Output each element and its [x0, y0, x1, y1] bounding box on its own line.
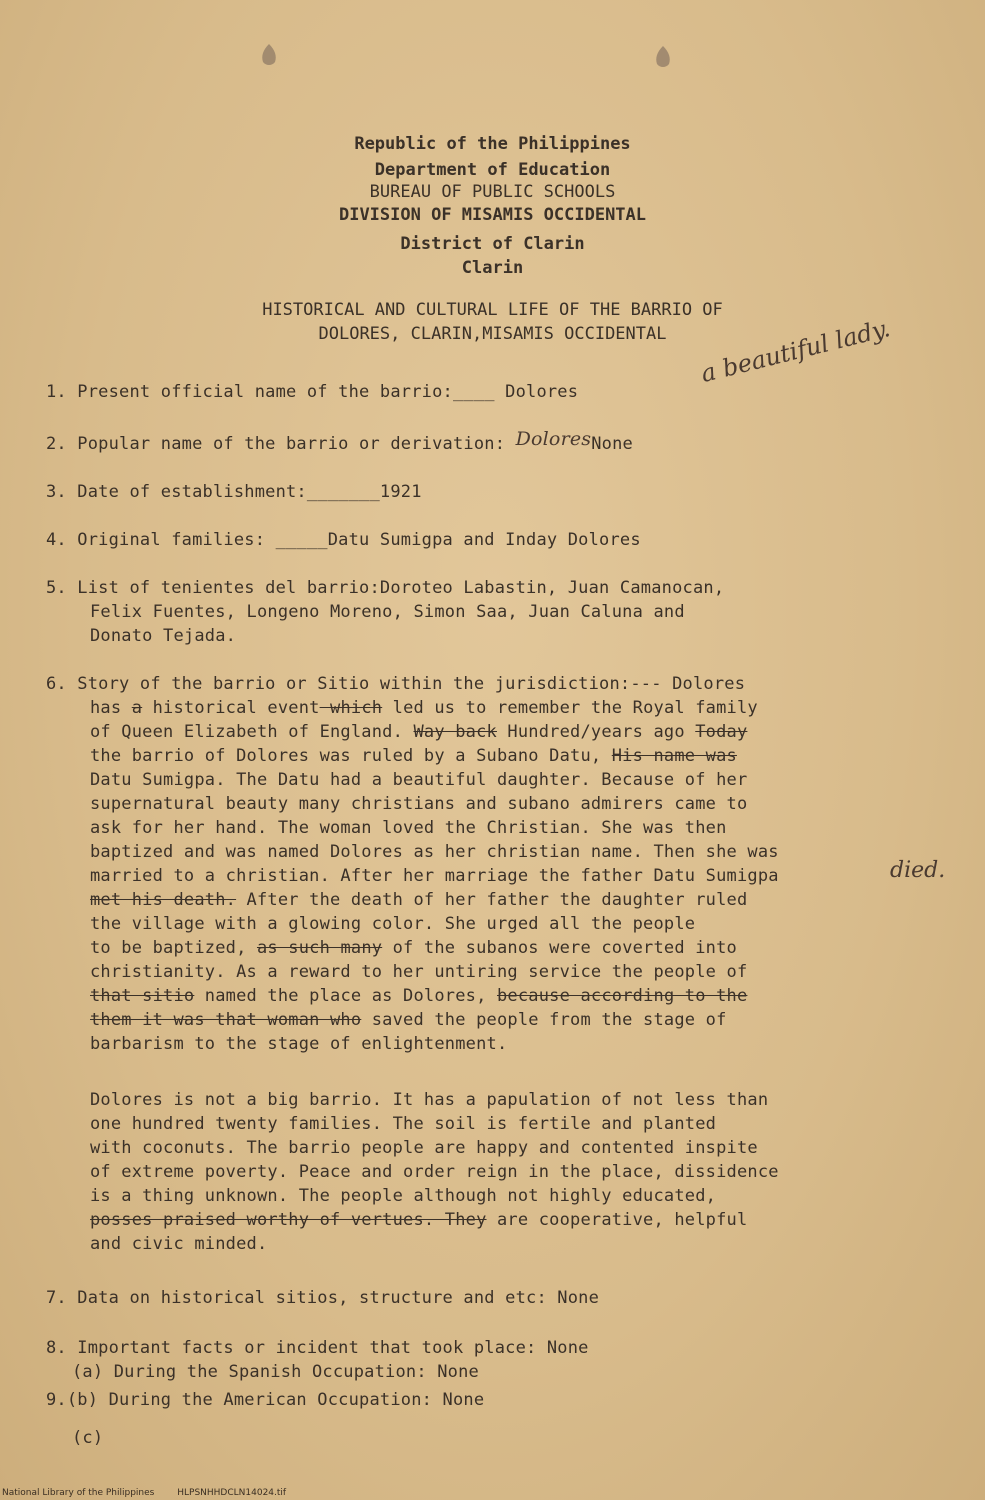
item-2-value: None [591, 434, 633, 454]
story-line-16: barbarism to the stage of enlightenment. [90, 1034, 508, 1054]
strikethrough-text: His name was [611, 746, 737, 766]
header-department: Department of Education [374, 160, 611, 180]
strikethrough-text: them it was that woman who [90, 1010, 362, 1030]
para2-line-7: and civic minded. [90, 1234, 268, 1254]
strikethrough-text: posses praised worthy of vertues. They [90, 1210, 487, 1230]
story-line-15: them it was that woman who saved the people from the stage of [90, 1010, 727, 1030]
header-republic: Republic of the Philippines [354, 134, 631, 154]
item-3-establishment-date: 3. Date of establishment:_______1921 [46, 482, 422, 502]
para2-line-6: posses praised worthy of vertues. They are cooperative, helpful [90, 1210, 748, 1230]
story-line-14: that sitio named the place as Dolores, because according to the [90, 986, 748, 1006]
strikethrough-text: that sitio [90, 986, 195, 1006]
story-line-11: the village with a glowing color. She urged all the people [90, 914, 696, 934]
story-line-6: supernatural beauty many christians and subano admirers came to [90, 794, 748, 814]
document-title-line1: HISTORICAL AND CULTURAL LIFE OF THE BARRIO OF [262, 300, 723, 320]
punch-hole-icon [652, 44, 674, 70]
header-district: District of Clarin [400, 234, 585, 254]
document-title-line2: DOLORES, CLARIN,MISAMIS OCCIDENTAL [318, 324, 667, 344]
item-9c: (c) [72, 1428, 104, 1448]
item-8a-spanish-occupation: (a) During the Spanish Occupation: None [72, 1362, 479, 1382]
strikethrough-text: because according to the [496, 986, 748, 1006]
story-line-4: the barrio of Dolores was ruled by a Subano Datu, His name was [90, 746, 737, 766]
scan-footer [2, 1488, 306, 1498]
handwritten-note-died: died. [890, 858, 946, 883]
header-division: DIVISION OF MISAMIS OCCIDENTAL [338, 205, 647, 225]
item-5-tenientes-line2: Felix Fuentes, Longeno Moreno, Simon Saa, Juan Caluna and [90, 602, 685, 622]
header-bureau: BUREAU OF PUBLIC SCHOOLS [369, 182, 616, 202]
item-5-tenientes-line3: Donato Tejada. [90, 626, 237, 646]
para2-line-2: one hundred twenty families. The soil is fertile and planted [90, 1114, 717, 1134]
item-2-handwritten-dolores: Dolores [515, 428, 592, 450]
item-2-label: 2. Popular name of the barrio or derivation: [46, 434, 516, 454]
strikethrough-text: as such many [256, 938, 383, 958]
item-8-important-facts: 8. Important facts or incident that took place: None [46, 1338, 589, 1358]
story-line-2: has a historical event which led us to remember the Royal family [90, 698, 758, 718]
story-line-5: Datu Sumigpa. The Datu had a beautiful daughter. Because of her [90, 770, 748, 790]
footer-library: National Library of the Philippines [2, 1488, 155, 1498]
strikethrough-text: met his death. [90, 890, 237, 910]
story-line-8: baptized and was named Dolores as her christian name. Then she was [90, 842, 779, 862]
strikethrough-text: Today [695, 722, 748, 742]
story-line-9: married to a christian. After her marriage the father Datu Sumigpa [90, 866, 779, 886]
strikethrough-text: which [319, 698, 383, 718]
story-line-10: met his death. After the death of her father the daughter ruled [90, 890, 748, 910]
header-town: Clarin [461, 258, 524, 278]
story-line-12: to be baptized, as such many of the subanos were coverted into [90, 938, 737, 958]
handwritten-note-beautiful-lady: a beautiful lady. [698, 313, 893, 388]
punch-hole-icon [258, 42, 280, 68]
para2-line-4: of extreme poverty. Peace and order reign in the place, dissidence [90, 1162, 779, 1182]
para2-line-3: with coconuts. The barrio people are happy and contented inspite [90, 1138, 758, 1158]
item-5-tenientes-line1: 5. List of tenientes del barrio:Doroteo Labastin, Juan Camanocan, [46, 578, 725, 598]
item-2-popular-name [46, 428, 633, 454]
story-line-3: of Queen Elizabeth of England. Way back Hundred/years ago Today [90, 722, 748, 742]
item-4-original-families: 4. Original families: _____Datu Sumigpa and Inday Dolores [46, 530, 641, 550]
item-7-historical-sitios: 7. Data on historical sitios, structure and etc: None [46, 1288, 600, 1308]
strikethrough-text: Way back [413, 722, 497, 742]
para2-line-5: is a thing unknown. The people although not highly educated, [90, 1186, 717, 1206]
story-line-1: 6. Story of the barrio or Sitio within the jurisdiction:--- Dolores [46, 674, 746, 694]
footer-filename: HLPSNHHDCLN14024.tif [177, 1488, 287, 1498]
item-9-american-occupation: 9.(b) During the American Occupation: None [46, 1390, 485, 1410]
story-line-13: christianity. As a reward to her untiring service the people of [90, 962, 748, 982]
story-line-7: ask for her hand. The woman loved the Christian. She was then [90, 818, 727, 838]
item-1-official-name: 1. Present official name of the barrio:____ Dolores [46, 382, 579, 402]
strikethrough-text: a [131, 698, 143, 718]
para2-line-1: Dolores is not a big barrio. It has a papulation of not less than [90, 1090, 769, 1110]
